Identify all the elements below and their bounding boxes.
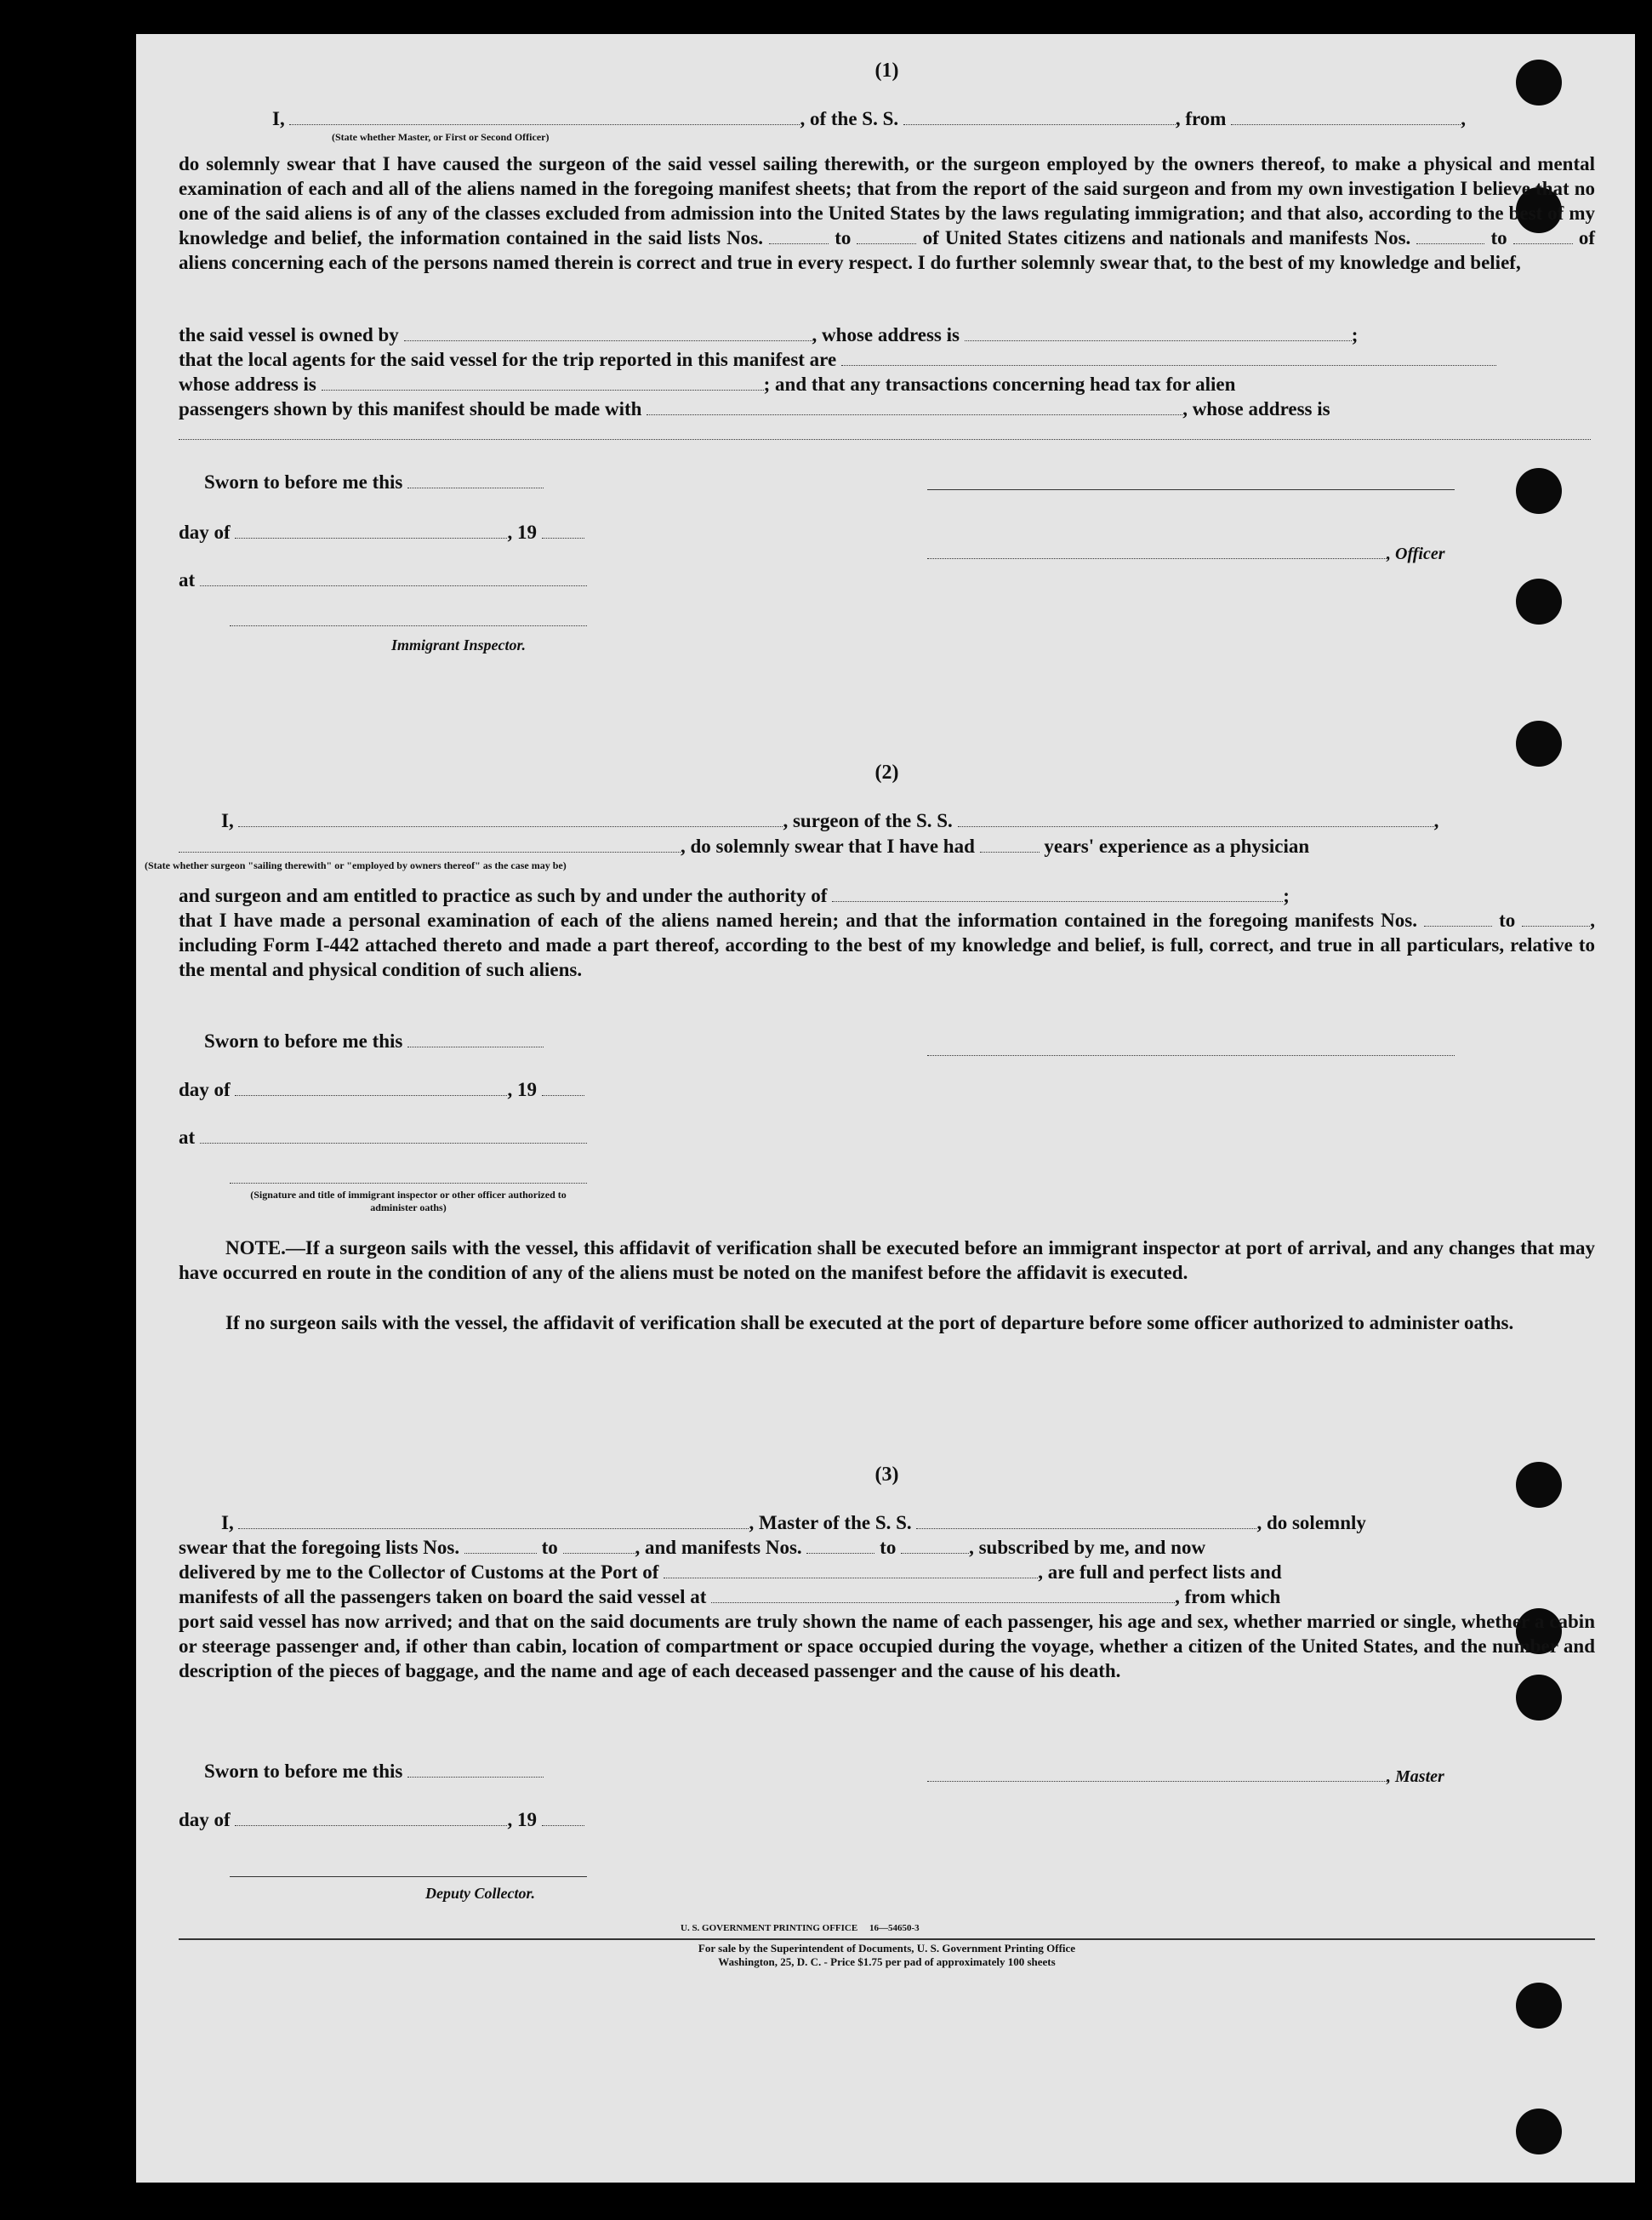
section1-officer-line: , Officer — [927, 541, 1455, 564]
punch-hole — [1516, 721, 1562, 767]
section1-blank-line — [179, 421, 1595, 446]
section1-day-line: day of , 19 — [179, 521, 689, 544]
footer-sale-line-1: For sale by the Superintendent of Documents, U. S. Government Printing Office — [698, 1942, 1076, 1955]
section1-first-line: I, , of the S. S. , from , — [272, 108, 1466, 129]
section-number: (2) — [874, 762, 899, 784]
footer-rule — [179, 1938, 1595, 1940]
section3-first-line: I, , Master of the S. S. , do solemnly — [221, 1512, 1366, 1533]
section2-authority-line: and surgeon and am entitled to practice as such by and under the authority of ; — [179, 885, 1290, 906]
section2-at-line: at — [179, 1126, 689, 1149]
gpo-imprint: U. S. GOVERNMENT PRINTING OFFICE 16—54650-3 — [681, 1923, 920, 1933]
section-number: (1) — [874, 60, 899, 82]
section1-owned-by-line: the said vessel is owned by , whose address is ; — [179, 324, 1359, 345]
section1-inspector-label: Immigrant Inspector. — [391, 636, 527, 653]
punch-hole — [1516, 1983, 1562, 2029]
section2-note: NOTE.—If a surgeon sails with the vessel, this affidavit of verification shall be executed before an immigrant inspector at port of arrival, and any changes that may have occurred en route in the condition of any of the aliens must be noted on the manifest before the affidavit is executed. — [179, 1237, 1595, 1283]
section3-third-line: delivered by me to the Collector of Customs at the Port of , are full and perfect lists and — [179, 1561, 1282, 1583]
section2-first-line: I, , surgeon of the S. S. , — [221, 810, 1439, 831]
section2-signature-line — [927, 1038, 1455, 1060]
section2-note-no-surgeon: If no surgeon sails with the vessel, the affidavit of verification shall be executed at the port of departure before some officer authorized to administer oaths. — [225, 1312, 1514, 1333]
punch-hole — [1516, 2109, 1562, 2154]
section3-second-line: swear that the foregoing lists Nos. to , and manifests Nos. to , subscribed by me, and now — [179, 1537, 1206, 1558]
section2-sworn-line: Sworn to before me this — [204, 1030, 715, 1053]
section2-inspector-signature-line — [230, 1183, 587, 1184]
punch-hole — [1516, 579, 1562, 625]
section-number: (3) — [874, 1464, 899, 1486]
section3-fourth-line: manifests of all the passengers taken on board the said vessel at , from which — [179, 1586, 1281, 1607]
section1-passengers-line: passengers shown by this manifest should be made with , whose address is — [179, 398, 1330, 419]
section1-agents-line: that the local agents for the said vessel for the trip reported in this manifest are — [179, 347, 1595, 372]
section2-signature-note: (Signature and title of immigrant inspector or other officer authorized to administer oaths) — [250, 1189, 567, 1213]
section3-master-line: , Master — [927, 1764, 1455, 1787]
section2-day-line: day of , 19 — [179, 1078, 689, 1101]
section1-oath-text: do solemnly swear that I have caused the surgeon of the said vessel sailing therewith, or the surgeon employed by the owners thereof, to make a physical and mental examination of each and all of the aliens named in the foregoing manifest sheets; that from the report of the said surgeon and from my own investigation I believe that no one of the said aliens is of any of the classes excluded from admission into the United States by the laws regulating immigration; and that also, according to the best of my knowledge and belief, the information contained in the said lists Nos. to of United States citizens and nationals and manifests Nos. to of aliens concerning each of the persons named therein is correct and true in every respect. I do further solemnly swear that, to the best of my knowledge and belief, — [179, 153, 1596, 273]
section1-sworn-line: Sworn to before me this — [204, 471, 715, 494]
manifest-back-page — [136, 34, 1635, 2183]
section1-officer-signature-line — [927, 472, 1455, 490]
section1-at-line: at — [179, 568, 689, 591]
section3-sworn-line: Sworn to before me this — [204, 1760, 715, 1783]
section1-inspector-signature-line — [230, 625, 587, 626]
section3-day-line: day of , 19 — [179, 1808, 689, 1831]
section2-oath-text: that I have made a personal examination of each of the aliens named herein; and that the information contained in the foregoing manifests Nos. to , including Form I-442 attached thereto and made a part thereof, according to the best of my knowledge and belief, is full, correct, and true in all particulars, relative to the mental and physical condition of such aliens. — [179, 910, 1596, 980]
section3-deputy-signature-line — [230, 1876, 587, 1877]
section1-officer-hint: (State whether Master, or First or Second Officer) — [332, 131, 550, 143]
section3-oath-text: port said vessel has now arrived; and that on the said documents are truly shown the name of each passenger, his age and sex, whether married or single, whether a cabin or steerage passenger and, if other than cabin, location of compartment or space occupied during the voyage, whether a citizen of the United States, and the number and description of the pieces of baggage, and the name and age of each deceased passenger and the cause of his death. — [179, 1611, 1595, 1681]
section2-surgeon-hint: (State whether surgeon "sailing therewith" or "employed by owners thereof" as the case may be) — [145, 859, 567, 871]
section1-address-line: whose address is ; and that any transactions concerning head tax for alien — [179, 374, 1236, 395]
section2-second-line: , do solemnly swear that I have had years' experience as a physician — [179, 834, 1595, 859]
section3-deputy-label: Deputy Collector. — [425, 1885, 535, 1902]
punch-hole — [1516, 468, 1562, 514]
footer-sale-line-2: Washington, 25, D. C. - Price $1.75 per pad of approximately 100 sheets — [718, 1955, 1056, 1968]
